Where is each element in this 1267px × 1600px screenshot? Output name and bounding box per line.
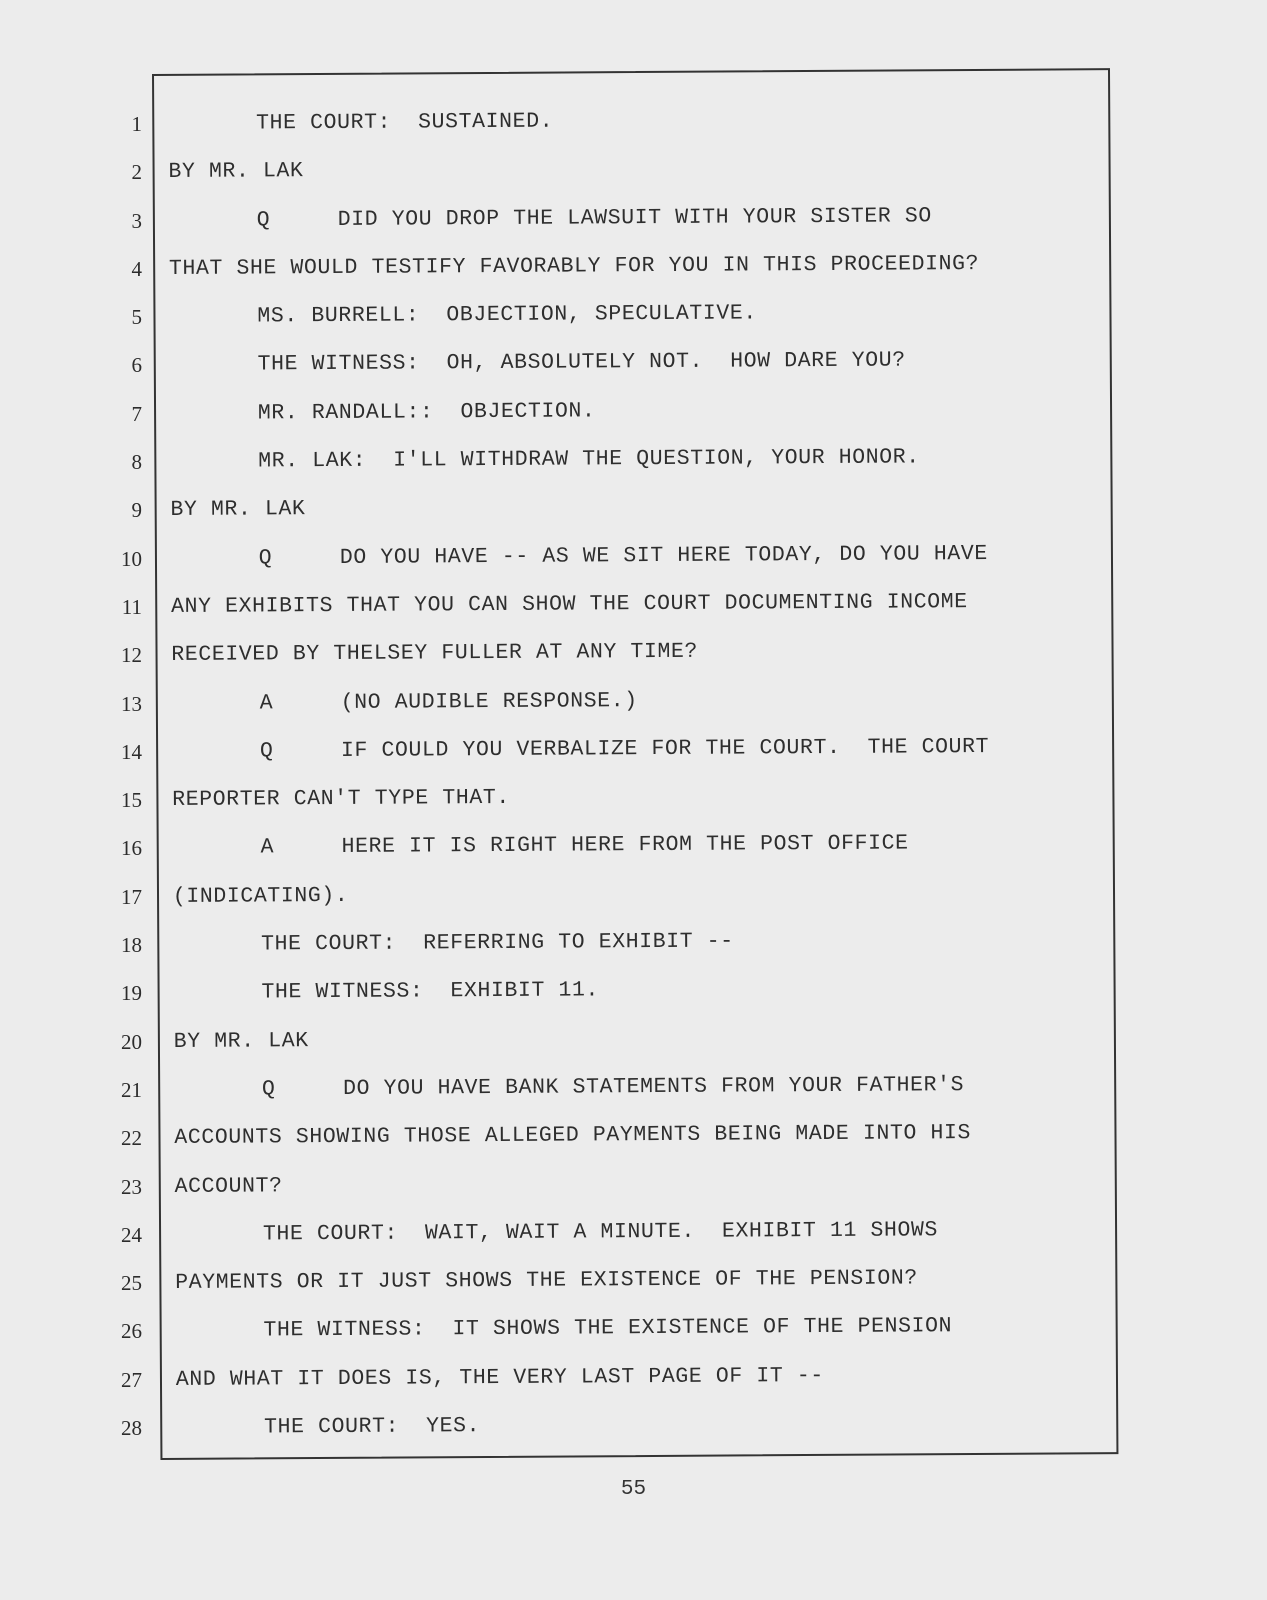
line-number: 24 [121,1222,142,1247]
line-number: 19 [121,981,142,1006]
transcript-line: ACCOUNT? [174,1173,283,1199]
transcript-line: ACCOUNTS SHOWING THOSE ALLEGED PAYMENTS BEING MADE INTO HIS [174,1121,972,1151]
transcript-line: THE WITNESS: IT SHOWS THE EXISTENCE OF THE PENSION [263,1314,953,1343]
transcript-line: THE COURT: SUSTAINED. [256,109,554,136]
line-number: 26 [121,1319,142,1344]
transcript-line: BY MR. LAK [170,497,306,523]
transcript-line: PAYMENTS OR IT JUST SHOWS THE EXISTENCE OF THE PENSION? [175,1266,918,1296]
line-number: 3 [131,208,142,233]
transcript-line: MS. BURRELL: OBJECTION, SPECULATIVE. [257,301,757,329]
transcript-line: THAT SHE WOULD TESTIFY FAVORABLY FOR YOU IN THIS PROCEEDING? [168,251,980,281]
transcript-line: THE WITNESS: EXHIBIT 11. [261,978,600,1005]
transcript-line: A (NO AUDIBLE RESPONSE.) [259,688,638,716]
transcript-line: AND WHAT IT DOES IS, THE VERY LAST PAGE OF IT -- [175,1363,824,1392]
transcript-line: Q DID YOU DROP THE LAWSUIT WITH YOUR SISTER SO [256,203,932,233]
line-number: 8 [131,450,142,475]
line-number: 10 [121,546,142,571]
line-number: 6 [131,353,142,378]
line-number-column [100,104,142,1456]
page-number: 55 [620,1478,647,1501]
line-number: 17 [121,884,142,909]
transcript-line: A HERE IT IS RIGHT HERE FROM THE POST OFFICE [260,831,909,860]
line-number: 12 [121,643,142,668]
line-number: 4 [131,256,142,281]
transcript-line: Q IF COULD YOU VERBALIZE FOR THE COURT. THE COURT [259,734,990,764]
line-number: 13 [121,691,142,716]
line-number: 23 [121,1174,142,1199]
line-number: 2 [131,160,142,185]
line-number: 20 [121,1029,142,1054]
transcript-line: RECEIVED BY THELSEY FULLER AT ANY TIME? [171,640,699,668]
transcript-line: (INDICATING). [172,883,349,909]
line-number: 14 [121,739,142,764]
transcript-line: REPORTER CAN'T TYPE THAT. [172,786,510,813]
line-number: 7 [131,401,142,426]
line-number: 22 [121,1126,142,1151]
line-number: 15 [121,788,142,813]
line-number: 1 [131,112,142,136]
line-number: 28 [121,1416,142,1441]
transcript-line: Q DO YOU HAVE BANK STATEMENTS FROM YOUR FATHER'S [261,1073,965,1102]
transcript-line: THE COURT: WAIT, WAIT A MINUTE. EXHIBIT 11 SHOWS [262,1218,939,1247]
transcript-line: THE COURT: REFERRING TO EXHIBIT -- [261,929,734,957]
line-number: 16 [121,836,142,861]
line-number: 25 [121,1271,142,1296]
transcript-line: ANY EXHIBITS THAT YOU CAN SHOW THE COURT DOCUMENTING INCOME [170,590,968,619]
transcript-line: MR. LAK: I'LL WITHDRAW THE QUESTION, YOUR HONOR. [258,445,920,474]
transcript-line: MR. RANDALL:: OBJECTION. [257,399,596,426]
transcript-line: Q DO YOU HAVE -- AS WE SIT HERE TODAY, DO YOU HAVE [258,541,988,571]
line-number: 27 [121,1367,142,1392]
line-number: 21 [121,1077,142,1102]
transcript-line: THE COURT: YES. [264,1414,481,1440]
line-number: 11 [121,594,142,619]
transcript-line: BY MR. LAK [168,159,304,185]
line-number: 18 [121,933,142,958]
transcript-line: THE WITNESS: OH, ABSOLUTELY NOT. HOW DARE YOU? [257,348,906,377]
line-number: 5 [131,305,142,330]
transcript-line: BY MR. LAK [173,1028,309,1054]
line-number: 9 [131,498,142,523]
transcript-body [168,98,1096,1456]
